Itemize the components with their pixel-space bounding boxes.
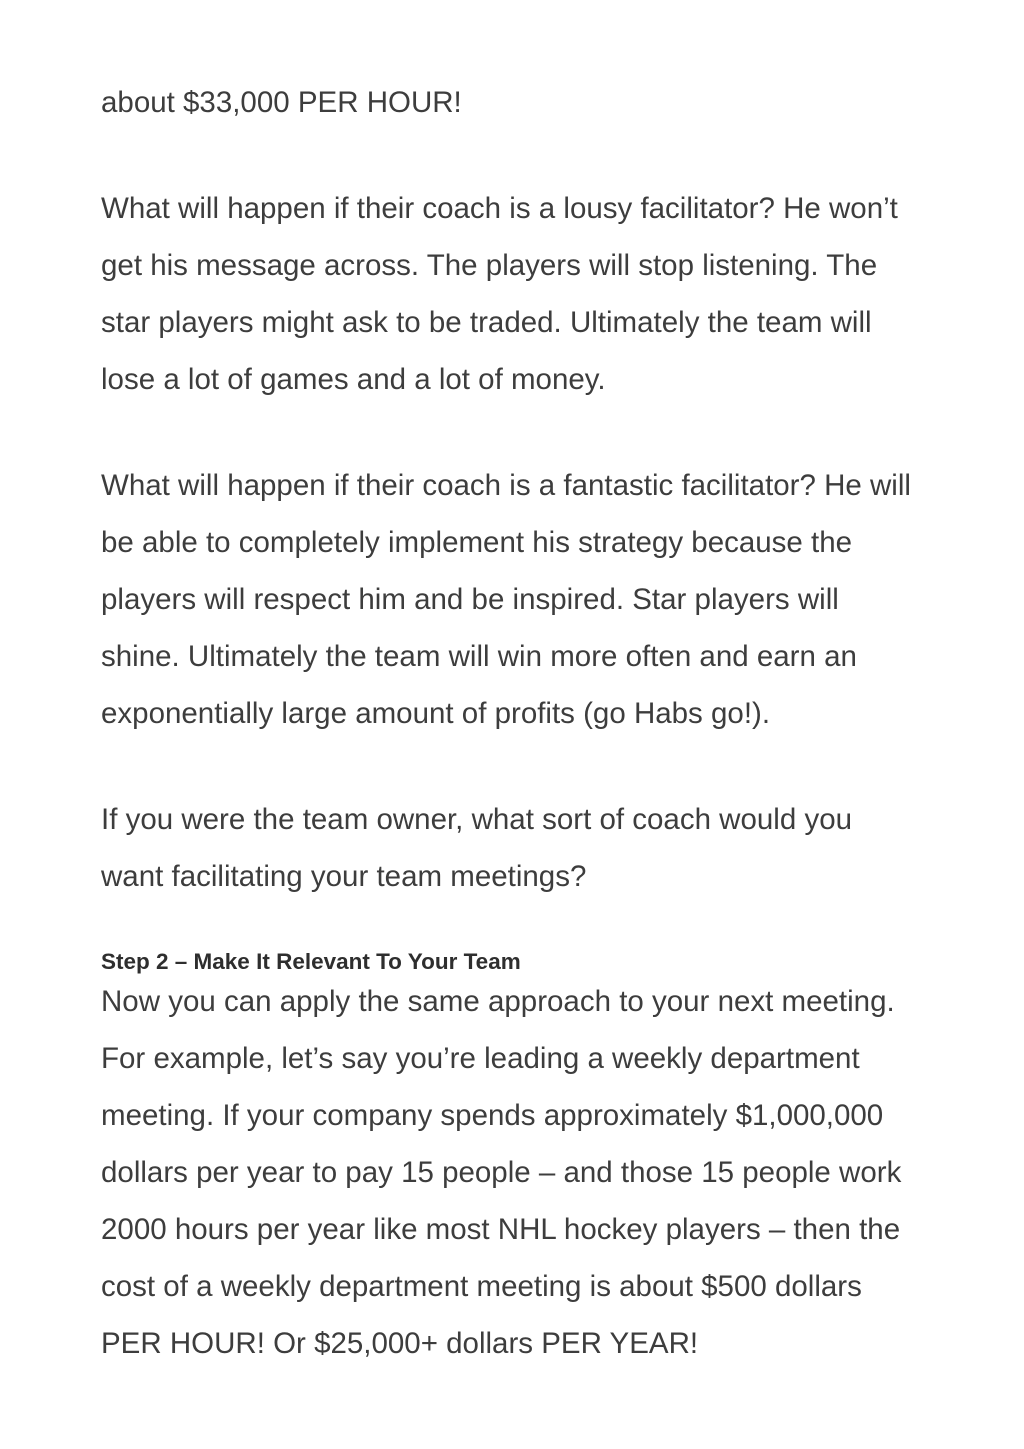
text-line: shine. Ultimately the team will win more often and earn an	[101, 640, 857, 673]
text-line: cost of a weekly department meeting is about $500 dollars	[101, 1270, 862, 1303]
text-line: about $33,000 PER HOUR!	[101, 86, 462, 119]
paragraph-cost-per-hour	[101, 74, 981, 131]
paragraph-team-owner-question	[101, 791, 981, 905]
text-line: get his message across. The players will stop listening. The	[101, 249, 878, 282]
text-line: PER HOUR! Or $25,000+ dollars PER YEAR!	[101, 1327, 699, 1360]
text-line: If you were the team owner, what sort of coach would you	[101, 803, 853, 836]
text-line: lose a lot of games and a lot of money.	[101, 363, 606, 396]
text-line: Now you can apply the same approach to your next meeting.	[101, 985, 895, 1018]
text-line: want facilitating your team meetings?	[101, 860, 587, 893]
text-line: dollars per year to pay 15 people – and those 15 people work	[101, 1156, 902, 1189]
text-line: players will respect him and be inspired. Star players will	[101, 583, 839, 616]
paragraph-step-2-body	[101, 973, 981, 1372]
text-line: What will happen if their coach is a fantastic facilitator? He will	[101, 469, 911, 502]
text-line: star players might ask to be traded. Ultimately the team will	[101, 306, 872, 339]
text-line: 2000 hours per year like most NHL hockey players – then the	[101, 1213, 901, 1246]
text-line: exponentially large amount of profits (go Habs go!).	[101, 697, 771, 730]
text-line: be able to completely implement his strategy because the	[101, 526, 853, 559]
text-line: For example, let’s say you’re leading a weekly department	[101, 1042, 860, 1075]
text-line: What will happen if their coach is a lousy facilitator? He won’t	[101, 192, 898, 225]
text-line: meeting. If your company spends approximately $1,000,000	[101, 1099, 884, 1132]
paragraph-lousy-facilitator	[101, 180, 981, 408]
paragraph-fantastic-facilitator	[101, 457, 981, 742]
document-page	[101, 74, 981, 1376]
section-heading-step-2: Step 2 – Make It Relevant To Your Team	[101, 949, 521, 974]
